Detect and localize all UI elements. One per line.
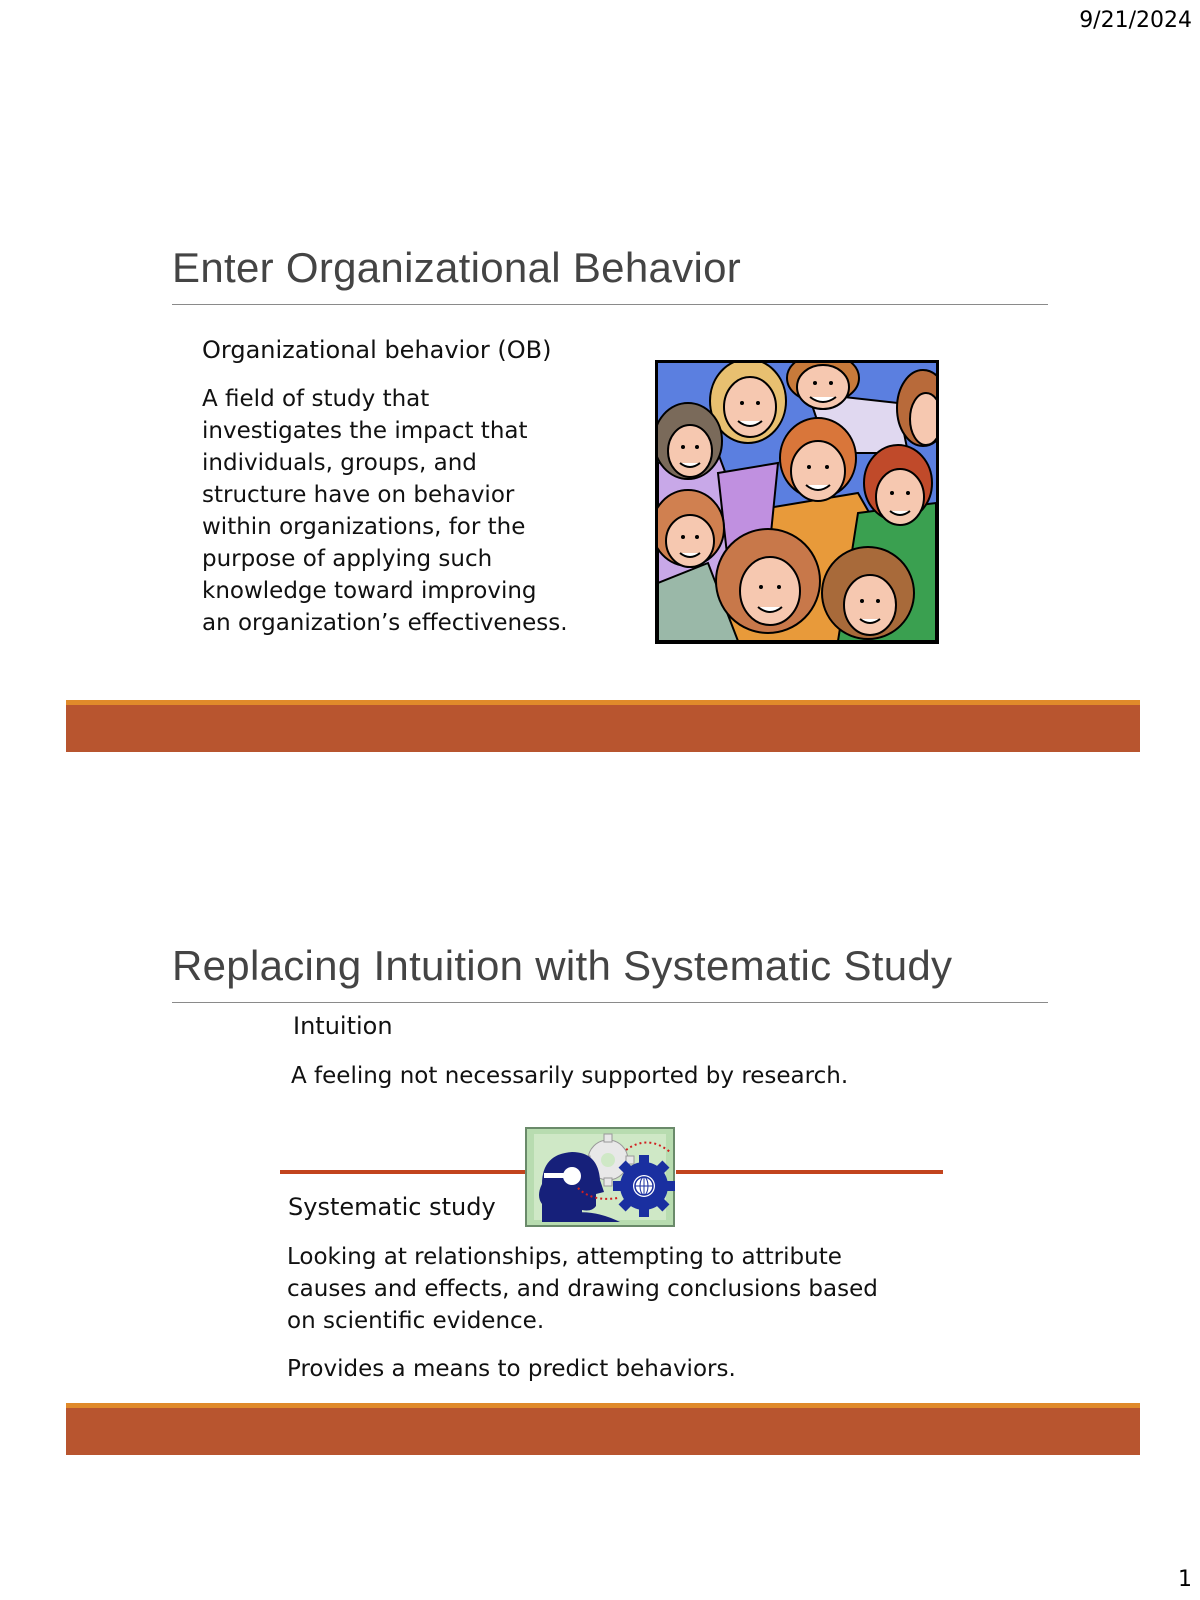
divider-line-left (280, 1170, 528, 1174)
systematic-study-line: on scientific evidence. (287, 1308, 545, 1334)
ob-definition-line: A field of study that (202, 386, 430, 412)
ob-definition-line: structure have on behavior (202, 482, 515, 508)
head-with-gears-icon (522, 1126, 680, 1228)
ob-definition-line: investigates the impact that (202, 418, 528, 444)
systematic-study-line: Looking at relationships, attempting to attribute (287, 1244, 842, 1270)
slide-2-title: Replacing Intuition with Systematic Study (172, 942, 953, 989)
systematic-study-definition (287, 1241, 878, 1337)
ob-definition-line: an organization’s effectiveness. (202, 610, 568, 636)
crowd-of-people-icon (658, 363, 936, 641)
predict-behaviors-text: Provides a means to predict behaviors. (287, 1356, 736, 1382)
intuition-heading: Intuition (293, 1012, 393, 1040)
systematic-study-line: causes and effects, and drawing conclusions based (287, 1276, 878, 1302)
systematic-study-heading: Systematic study (288, 1193, 496, 1221)
divider-line-right (676, 1170, 943, 1174)
ob-definition-line: knowledge toward improving (202, 578, 537, 604)
intuition-definition: A feeling not necessarily supported by research. (291, 1063, 849, 1089)
ob-subheading: Organizational behavior (OB) (202, 336, 552, 364)
slide-1-title-rule (172, 304, 1048, 305)
ob-definition (202, 383, 568, 639)
ob-definition-line: within organizations, for the (202, 514, 526, 540)
slide-2-footer-bar (66, 1403, 1140, 1455)
systematic-study-illustration (522, 1126, 680, 1228)
slide-1-title: Enter Organizational Behavior (172, 244, 742, 291)
slide-1-footer-bar (66, 700, 1140, 752)
crowd-illustration (655, 360, 939, 644)
page-number: 1 (1178, 1567, 1192, 1592)
print-date: 9/21/2024 (1079, 8, 1192, 33)
slide-2-title-rule (172, 1002, 1048, 1003)
ob-definition-line: purpose of applying such (202, 546, 493, 572)
ob-definition-line: individuals, groups, and (202, 450, 477, 476)
